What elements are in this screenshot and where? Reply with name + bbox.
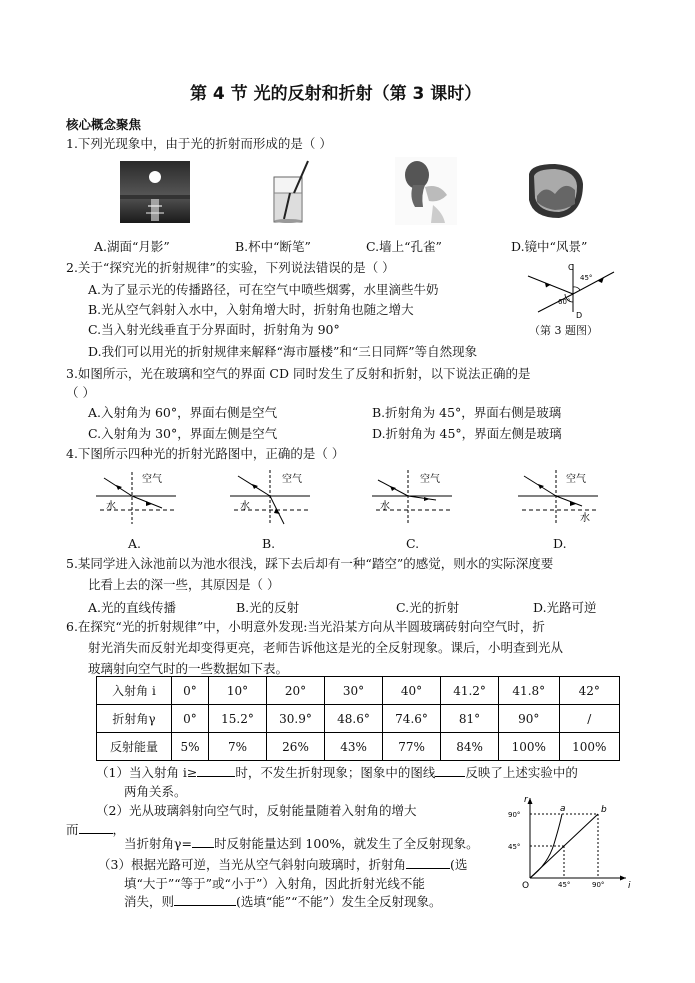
q3-figure-caption: （第 3 题图） bbox=[529, 324, 598, 337]
q3-interface-figure bbox=[518, 258, 618, 320]
table-cell: 100% bbox=[559, 733, 619, 761]
curve-label-a: a bbox=[560, 804, 566, 814]
shadow-peacock-image bbox=[395, 157, 457, 225]
table-cell: / bbox=[559, 705, 619, 733]
q4-d-air: 空气 bbox=[566, 474, 586, 485]
blank-compare-angle[interactable] bbox=[406, 868, 450, 869]
table-cell: 5% bbox=[172, 733, 209, 761]
q6-part3-line3 bbox=[124, 892, 441, 910]
q6-part1-text-b: 时，不发生折射现象；图象中的图线 bbox=[235, 765, 436, 780]
q6-part3-line2: 填“大于”“等于”或“小于”）入射角，因此折射光线不能 bbox=[124, 876, 425, 891]
label-60: 60° bbox=[558, 298, 571, 306]
q1-option-c: C.墙上“孔雀” bbox=[366, 239, 442, 254]
q5-stem-line1: 5.某同学进入泳池前以为池水很浅，踩下去后却有一种“踏空”的感觉，则水的实际深度要 bbox=[66, 556, 554, 571]
q6-para-line1: 6.在探究“光的折射规律”中，小明意外发现:当光沿某方向从半圆玻璃砖射向空气时，折 bbox=[66, 619, 545, 634]
car-mirror-image bbox=[525, 160, 587, 224]
q4-d-water: 水 bbox=[580, 513, 590, 524]
moon-lake-image bbox=[120, 161, 190, 223]
q1-option-d: D.镜中“风景” bbox=[511, 239, 588, 254]
table-cell: 10° bbox=[208, 677, 266, 705]
q6-part3-text-d: 消失，则 bbox=[124, 894, 175, 909]
q6-para-line3: 玻璃射向空气时的一些数据如下表。 bbox=[88, 661, 289, 676]
q2-option-a: A.为了显示光的传播路径，可在空气中喷些烟雾，水里滴些牛奶 bbox=[88, 282, 439, 297]
table-cell: 41.2° bbox=[441, 677, 499, 705]
q4-c-water: 水 bbox=[380, 501, 390, 512]
table-cell: 30° bbox=[325, 677, 383, 705]
q2-stem: 2.关于“探究光的折射规律”的实验，下列说法错误的是（ ） bbox=[66, 260, 395, 275]
q5-option-c: C.光的折射 bbox=[396, 600, 460, 615]
q4-a-water: 水 bbox=[106, 501, 116, 512]
q6-part2-line2 bbox=[66, 820, 125, 838]
q3-stem-paren: （ ） bbox=[66, 385, 95, 400]
tick-x45: 45° bbox=[558, 881, 571, 889]
tick-y90: 90° bbox=[508, 811, 521, 819]
blank-critical-angle[interactable] bbox=[197, 776, 235, 777]
q3-stem: 3.如图所示，光在玻璃和空气的界面 CD 同时发生了反射和折射，以下说法正确的是 bbox=[66, 366, 531, 381]
q2-option-b: B.光从空气斜射入水中，入射角增大时，折射角也随之增大 bbox=[88, 302, 414, 317]
label-45: 45° bbox=[580, 274, 593, 282]
q4-diagram-c bbox=[372, 466, 452, 530]
q6-part2-text-d: 当折射角γ= bbox=[124, 836, 192, 851]
label-c: C bbox=[568, 263, 574, 272]
axis-r: r bbox=[524, 795, 528, 805]
table-row-header: 折射角γ bbox=[97, 705, 172, 733]
curve-label-b: b bbox=[601, 805, 607, 815]
q4-b-air: 空气 bbox=[282, 474, 302, 485]
blank-graph-line[interactable] bbox=[435, 776, 465, 777]
refraction-data-table bbox=[96, 676, 620, 761]
table-cell: 90° bbox=[499, 705, 559, 733]
q6-part1-text-a: （1）当入射角 i≥ bbox=[96, 765, 198, 780]
table-cell: 43% bbox=[325, 733, 383, 761]
table-row-header: 反射能量 bbox=[97, 733, 172, 761]
q5-stem-line2: 比看上去的深一些，其原因是（ ） bbox=[88, 577, 280, 592]
q4-letter-a: A. bbox=[128, 536, 142, 551]
table-cell: 77% bbox=[383, 733, 441, 761]
table-cell: 7% bbox=[208, 733, 266, 761]
table-row bbox=[97, 705, 620, 733]
page-title: 第 4 节 光的反射和折射（第 3 课时） bbox=[190, 84, 482, 104]
section-heading: 核心概念聚焦 bbox=[66, 117, 142, 132]
q4-letter-d: D. bbox=[553, 536, 567, 551]
table-cell: 40° bbox=[383, 677, 441, 705]
q6-part3-text-a: （3）根据光路可逆，当光从空气斜射向玻璃时，折射角 bbox=[98, 857, 406, 872]
q2-option-d: D.我们可以用光的折射规律来解释“海市蜃楼”和“三日同辉”等自然现象 bbox=[88, 344, 478, 359]
table-cell: 26% bbox=[267, 733, 325, 761]
table-cell: 30.9° bbox=[267, 705, 325, 733]
table-cell: 74.6° bbox=[383, 705, 441, 733]
q6-part1-cont: 两角关系。 bbox=[124, 784, 187, 799]
blank-energy-trend[interactable] bbox=[79, 833, 113, 834]
tick-x90: 90° bbox=[592, 881, 605, 889]
q6-part3-line1 bbox=[98, 855, 467, 873]
q3-option-c: C.入射角为 30°，界面左侧是空气 bbox=[88, 426, 278, 441]
table-row bbox=[97, 733, 620, 761]
q6-part2-text-b: 而 bbox=[66, 822, 79, 837]
table-cell: 20° bbox=[267, 677, 325, 705]
q4-letter-b: B. bbox=[262, 536, 276, 551]
q3-option-d: D.折射角为 45°，界面左侧是玻璃 bbox=[372, 426, 562, 441]
q6-para-line2: 射光消失而反射光却变得更亮，老师告诉他这是光的全反射现象。课后，小明查到光从 bbox=[88, 640, 564, 655]
q6-part2-text-e: 时反射能量达到 100%，就发生了全反射现象。 bbox=[213, 836, 479, 851]
q5-option-d: D.光路可逆 bbox=[533, 600, 597, 615]
tick-y45: 45° bbox=[508, 843, 521, 851]
q6-part2-text-c: ， bbox=[112, 822, 126, 837]
angle-graph bbox=[504, 794, 634, 890]
table-cell: 81° bbox=[441, 705, 499, 733]
blank-refraction-angle[interactable] bbox=[192, 847, 214, 848]
q6-part1-text-c: 反映了上述实验中的 bbox=[465, 765, 578, 780]
q3-option-b: B.折射角为 45°，界面右侧是玻璃 bbox=[372, 405, 562, 420]
table-cell: 41.8° bbox=[499, 677, 559, 705]
q4-c-air: 空气 bbox=[420, 474, 440, 485]
table-cell: 0° bbox=[172, 705, 209, 733]
table-row-header: 入射角 i bbox=[97, 677, 172, 705]
q1-stem: 1.下列光现象中，由于光的折射而形成的是（ ） bbox=[66, 136, 332, 151]
q2-option-c: C.当入射光线垂直于分界面时，折射角为 90° bbox=[88, 322, 340, 337]
axis-i: i bbox=[628, 881, 631, 890]
glass-pencil-image bbox=[268, 159, 318, 225]
q4-b-water: 水 bbox=[240, 501, 250, 512]
blank-can-total-reflect[interactable] bbox=[174, 905, 236, 906]
q4-letter-c: C. bbox=[406, 536, 420, 551]
q4-diagram-d bbox=[518, 466, 598, 530]
q6-part3-text-e: (选填“能”“不能”）发生全反射现象。 bbox=[236, 894, 442, 909]
q4-diagram-a bbox=[96, 466, 176, 530]
q6-part3-text-b: (选 bbox=[449, 857, 468, 872]
table-cell: 0° bbox=[172, 677, 209, 705]
label-d: D bbox=[576, 311, 583, 320]
q6-part1 bbox=[96, 763, 578, 781]
table-row bbox=[97, 677, 620, 705]
q4-stem: 4.下图所示四种光的折射光路图中，正确的是（ ） bbox=[66, 446, 345, 461]
table-cell: 48.6° bbox=[325, 705, 383, 733]
q4-diagram-b bbox=[230, 466, 310, 530]
q6-part2-line3 bbox=[124, 834, 479, 852]
table-cell: 42° bbox=[559, 677, 619, 705]
q4-a-air: 空气 bbox=[142, 474, 162, 485]
table-cell: 15.2° bbox=[208, 705, 266, 733]
q6-part2-line1: （2）光从玻璃斜射向空气时，反射能量随着入射角的增大 bbox=[96, 803, 417, 818]
origin-o: O bbox=[522, 881, 530, 890]
q5-option-a: A.光的直线传播 bbox=[88, 600, 177, 615]
q5-option-b: B.光的反射 bbox=[236, 600, 300, 615]
q1-option-b: B.杯中“断笔” bbox=[235, 239, 311, 254]
table-cell: 100% bbox=[499, 733, 559, 761]
q3-option-a: A.入射角为 60°，界面右侧是空气 bbox=[88, 405, 278, 420]
table-cell: 84% bbox=[441, 733, 499, 761]
q1-option-a: A.湖面“月影” bbox=[94, 239, 170, 254]
